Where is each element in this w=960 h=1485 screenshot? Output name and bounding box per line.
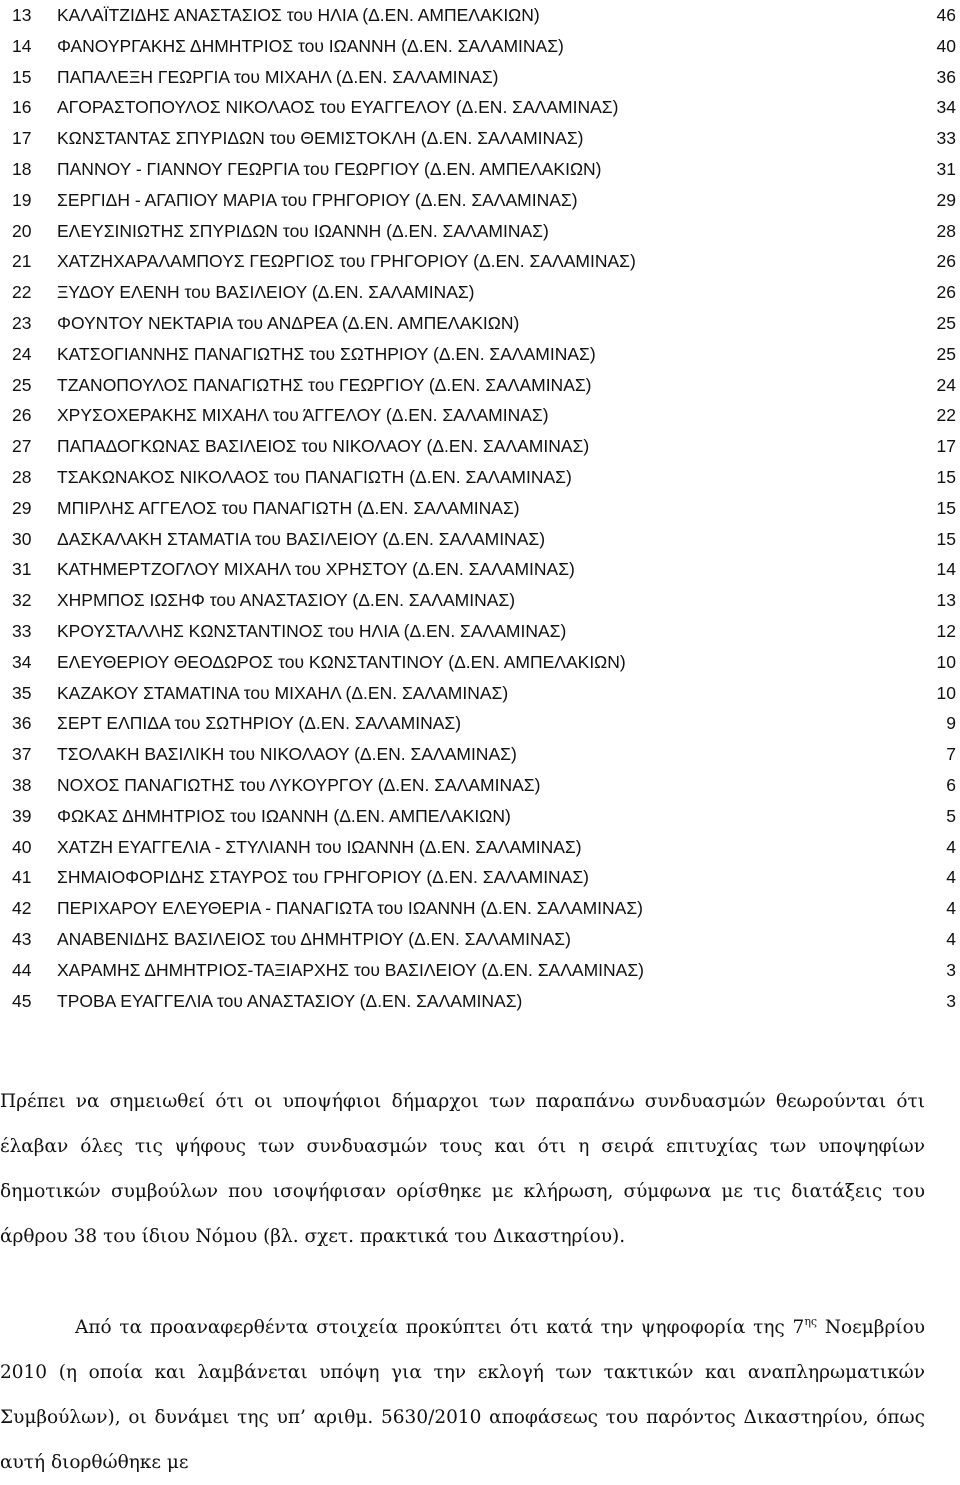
candidate-name: ΞΥΔΟΥ ΕΛΕΝΗ του ΒΑΣΙΛΕΙΟΥ (Δ.ΕΝ. ΣΑΛΑΜΙΝΑΣ) (57, 277, 475, 308)
vote-count: 24 (937, 370, 956, 401)
row-number: 21 (12, 246, 31, 277)
candidate-name: ΜΠΙΡΛΗΣ ΑΓΓΕΛΟΣ του ΠΑΝΑΓΙΩΤΗ (Δ.ΕΝ. ΣΑΛΑΜΙΝΑΣ) (57, 493, 520, 524)
table-row (0, 123, 960, 154)
vote-count: 5 (946, 801, 956, 832)
table-row (0, 31, 960, 62)
table-row (0, 62, 960, 93)
row-number: 42 (12, 893, 31, 924)
table-row (0, 370, 960, 401)
vote-count: 29 (937, 185, 956, 216)
row-number: 19 (12, 185, 31, 216)
candidate-name: ΔΑΣΚΑΛΑΚΗ ΣΤΑΜΑΤΙΑ του ΒΑΣΙΛΕΙΟΥ (Δ.ΕΝ. ΣΑΛΑΜΙΝΑΣ) (57, 524, 545, 555)
row-number: 20 (12, 216, 31, 247)
vote-count: 28 (937, 216, 956, 247)
paragraph-part: Από τα προαναφερθέντα στοιχεία προκύπτει ότι κατά την ψηφοφορία της 7 (75, 1317, 804, 1338)
vote-count: 22 (937, 400, 956, 431)
vote-count: 3 (946, 986, 956, 1017)
table-row (0, 986, 960, 1017)
row-number: 25 (12, 370, 31, 401)
vote-count: 46 (937, 0, 956, 31)
candidate-name: ΦΑΝΟΥΡΓΑΚΗΣ ΔΗΜΗΤΡΙΟΣ του ΙΩΑΝΝΗ (Δ.ΕΝ. ΣΑΛΑΜΙΝΑΣ) (57, 31, 564, 62)
table-row (0, 339, 960, 370)
table-row (0, 832, 960, 863)
vote-count: 25 (937, 339, 956, 370)
table-row (0, 0, 960, 31)
row-number: 35 (12, 678, 31, 709)
row-number: 29 (12, 493, 31, 524)
table-row (0, 924, 960, 955)
vote-count: 4 (946, 832, 956, 863)
row-number: 38 (12, 770, 31, 801)
vote-count: 34 (937, 92, 956, 123)
paragraph-part: Νοεμβρίου 2010 (η οποία και λαμβάνεται υπόψη για την εκλογή των τακτικών και αναπληρωματικών Συμβούλων), οι δυνάμει της υπ’ αριθμ. 5630/2010 αποφάσεως του παρόντος Δικαστηρίου, όπως αυτή διορθώθηκε με (0, 1317, 925, 1474)
candidate-name: ΑΝΑΒΕΝΙΔΗΣ ΒΑΣΙΛΕΙΟΣ του ΔΗΜΗΤΡΙΟΥ (Δ.ΕΝ. ΣΑΛΑΜΙΝΑΣ) (57, 924, 571, 955)
table-row (0, 554, 960, 585)
vote-count: 4 (946, 862, 956, 893)
row-number: 22 (12, 277, 31, 308)
vote-count: 12 (937, 616, 956, 647)
vote-count: 40 (937, 31, 956, 62)
vote-count: 25 (937, 308, 956, 339)
table-row (0, 893, 960, 924)
vote-count: 4 (946, 893, 956, 924)
row-number: 23 (12, 308, 31, 339)
candidate-name: ΧΑΡΑΜΗΣ ΔΗΜΗΤΡΙΟΣ-ΤΑΞΙΑΡΧΗΣ του ΒΑΣΙΛΕΙΟΥ (Δ.ΕΝ. ΣΑΛΑΜΙΝΑΣ) (57, 955, 644, 986)
candidate-name: ΠΑΝΝΟΥ - ΓΙΑΝΝΟΥ ΓΕΩΡΓΙΑ του ΓΕΩΡΓΙΟΥ (Δ.ΕΝ. ΑΜΠΕΛΑΚΙΩΝ) (57, 154, 602, 185)
row-number: 27 (12, 431, 31, 462)
candidate-name: ΝΟΧΟΣ ΠΑΝΑΓΙΩΤΗΣ του ΛΥΚΟΥΡΓΟΥ (Δ.ΕΝ. ΣΑΛΑΜΙΝΑΣ) (57, 770, 540, 801)
row-number: 17 (12, 123, 31, 154)
candidate-name: ΕΛΕΥΘΕΡΙΟΥ ΘΕΟΔΩΡΟΣ του ΚΩΝΣΤΑΝΤΙΝΟΥ (Δ.ΕΝ. ΑΜΠΕΛΑΚΙΩΝ) (57, 647, 626, 678)
row-number: 15 (12, 62, 31, 93)
table-row (0, 708, 960, 739)
row-number: 32 (12, 585, 31, 616)
table-row (0, 862, 960, 893)
table-row (0, 92, 960, 123)
paragraph-vote-date (0, 1305, 925, 1485)
vote-count: 9 (946, 708, 956, 739)
candidate-name: ΕΛΕΥΣΙΝΙΩΤΗΣ ΣΠΥΡΙΔΩΝ του ΙΩΑΝΝΗ (Δ.ΕΝ. ΣΑΛΑΜΙΝΑΣ) (57, 216, 549, 247)
vote-count: 13 (937, 585, 956, 616)
paragraph-tie-note: Πρέπει να σημειωθεί ότι οι υποψήφιοι δήμαρχοι των παραπάνω συνδυασμών θεωρούνται ότι έλαβαν όλες τις ψήφους των συνδυασμών τους και ότι η σειρά επιτυχίας των υποψηφίων δημοτικών συμβούλων που ισοψήφισαν ορίσθηκε με κλήρωση, σύμφωνα με τις διατάξεις του άρθρου 38 του ίδιου Νόμου (βλ. σχετ. πρακτικά του Δικαστηρίου). (0, 1079, 925, 1260)
candidate-name: ΠΑΠΑΛΕΞΗ ΓΕΩΡΓΙΑ του ΜΙΧΑΗΛ (Δ.ΕΝ. ΣΑΛΑΜΙΝΑΣ) (57, 62, 499, 93)
table-row (0, 308, 960, 339)
table-row (0, 216, 960, 247)
table-row (0, 462, 960, 493)
vote-count: 15 (937, 524, 956, 555)
vote-count: 36 (937, 62, 956, 93)
superscript-ordinal: ης (804, 1315, 817, 1328)
table-row (0, 154, 960, 185)
row-number: 44 (12, 955, 31, 986)
table-row (0, 585, 960, 616)
vote-count: 33 (937, 123, 956, 154)
candidate-name: ΚΑΤΣΟΓΙΑΝΝΗΣ ΠΑΝΑΓΙΩΤΗΣ του ΣΩΤΗΡΙΟΥ (Δ.ΕΝ. ΣΑΛΑΜΙΝΑΣ) (57, 339, 596, 370)
candidate-name: ΧΑΤΖΗ ΕΥΑΓΓΕΛΙΑ - ΣΤΥΛΙΑΝΗ του ΙΩΑΝΝΗ (Δ.ΕΝ. ΣΑΛΑΜΙΝΑΣ) (57, 832, 582, 863)
vote-count: 7 (946, 739, 956, 770)
row-number: 16 (12, 92, 31, 123)
row-number: 45 (12, 986, 31, 1017)
table-row (0, 277, 960, 308)
vote-count: 4 (946, 924, 956, 955)
vote-count: 14 (937, 554, 956, 585)
candidate-name: ΣΕΡΤ ΕΛΠΙΔΑ του ΣΩΤΗΡΙΟΥ (Δ.ΕΝ. ΣΑΛΑΜΙΝΑΣ) (57, 708, 461, 739)
table-row (0, 246, 960, 277)
table-row (0, 678, 960, 709)
row-number: 39 (12, 801, 31, 832)
vote-count: 3 (946, 955, 956, 986)
candidate-name: ΧΗΡΜΠΟΣ ΙΩΣΗΦ του ΑΝΑΣΤΑΣΙΟΥ (Δ.ΕΝ. ΣΑΛΑΜΙΝΑΣ) (57, 585, 515, 616)
table-row (0, 524, 960, 555)
candidate-name: ΣΕΡΓΙΔΗ - ΑΓΑΠΙΟΥ ΜΑΡΙΑ του ΓΡΗΓΟΡΙΟΥ (Δ.ΕΝ. ΣΑΛΑΜΙΝΑΣ) (57, 185, 578, 216)
candidate-name: ΚΡΟΥΣΤΑΛΛΗΣ ΚΩΝΣΤΑΝΤΙΝΟΣ του ΗΛΙΑ (Δ.ΕΝ. ΣΑΛΑΜΙΝΑΣ) (57, 616, 566, 647)
candidate-name: ΠΕΡΙΧΑΡΟΥ ΕΛΕΥΘΕΡΙΑ - ΠΑΝΑΓΙΩΤΑ του ΙΩΑΝΝΗ (Δ.ΕΝ. ΣΑΛΑΜΙΝΑΣ) (57, 893, 643, 924)
row-number: 43 (12, 924, 31, 955)
table-row (0, 770, 960, 801)
row-number: 30 (12, 524, 31, 555)
table-row (0, 739, 960, 770)
vote-count: 17 (937, 431, 956, 462)
row-number: 31 (12, 554, 31, 585)
row-number: 14 (12, 31, 31, 62)
table-row (0, 647, 960, 678)
row-number: 40 (12, 832, 31, 863)
table-row (0, 801, 960, 832)
vote-count: 15 (937, 462, 956, 493)
candidate-name: ΧΑΤΖΗΧΑΡΑΛΑΜΠΟΥΣ ΓΕΩΡΓΙΟΣ του ΓΡΗΓΟΡΙΟΥ (Δ.ΕΝ. ΣΑΛΑΜΙΝΑΣ) (57, 246, 636, 277)
candidate-name: ΣΗΜΑΙΟΦΟΡΙΔΗΣ ΣΤΑΥΡΟΣ του ΓΡΗΓΟΡΙΟΥ (Δ.ΕΝ. ΣΑΛΑΜΙΝΑΣ) (57, 862, 589, 893)
candidate-name: ΤΣΑΚΩΝΑΚΟΣ ΝΙΚΟΛΑΟΣ του ΠΑΝΑΓΙΩΤΗ (Δ.ΕΝ. ΣΑΛΑΜΙΝΑΣ) (57, 462, 572, 493)
row-number: 41 (12, 862, 31, 893)
row-number: 36 (12, 708, 31, 739)
vote-count: 15 (937, 493, 956, 524)
row-number: 13 (12, 0, 31, 31)
candidate-name: ΦΩΚΑΣ ΔΗΜΗΤΡΙΟΣ του ΙΩΑΝΝΗ (Δ.ΕΝ. ΑΜΠΕΛΑΚΙΩΝ) (57, 801, 511, 832)
table-row (0, 400, 960, 431)
candidate-name: ΤΣΟΛΑΚΗ ΒΑΣΙΛΙΚΗ του ΝΙΚΟΛΑΟΥ (Δ.ΕΝ. ΣΑΛΑΜΙΝΑΣ) (57, 739, 517, 770)
row-number: 28 (12, 462, 31, 493)
table-row (0, 431, 960, 462)
table-row (0, 955, 960, 986)
candidate-name: ΑΓΟΡΑΣΤΟΠΟΥΛΟΣ ΝΙΚΟΛΑΟΣ του ΕΥΑΓΓΕΛΟΥ (Δ.ΕΝ. ΣΑΛΑΜΙΝΑΣ) (57, 92, 618, 123)
table-row (0, 493, 960, 524)
row-number: 34 (12, 647, 31, 678)
candidate-name: ΤΡΟΒΑ ΕΥΑΓΓΕΛΙΑ του ΑΝΑΣΤΑΣΙΟΥ (Δ.ΕΝ. ΣΑΛΑΜΙΝΑΣ) (57, 986, 522, 1017)
row-number: 26 (12, 400, 31, 431)
vote-count: 31 (937, 154, 956, 185)
candidate-name: ΚΑΤΗΜΕΡΤΖΟΓΛΟΥ ΜΙΧΑΗΛ του ΧΡΗΣΤΟΥ (Δ.ΕΝ. ΣΑΛΑΜΙΝΑΣ) (57, 554, 575, 585)
candidate-name: ΤΖΑΝΟΠΟΥΛΟΣ ΠΑΝΑΓΙΩΤΗΣ του ΓΕΩΡΓΙΟΥ (Δ.ΕΝ. ΣΑΛΑΜΙΝΑΣ) (57, 370, 592, 401)
candidate-name: ΦΟΥΝΤΟΥ ΝΕΚΤΑΡΙΑ του ΑΝΔΡΕΑ (Δ.ΕΝ. ΑΜΠΕΛΑΚΙΩΝ) (57, 308, 519, 339)
vote-count: 26 (937, 246, 956, 277)
row-number: 33 (12, 616, 31, 647)
candidate-name: ΠΑΠΑΔΟΓΚΩΝΑΣ ΒΑΣΙΛΕΙΟΣ του ΝΙΚΟΛΑΟΥ (Δ.ΕΝ. ΣΑΛΑΜΙΝΑΣ) (57, 431, 589, 462)
table-row (0, 185, 960, 216)
vote-count: 10 (937, 647, 956, 678)
row-number: 37 (12, 739, 31, 770)
vote-count: 26 (937, 277, 956, 308)
candidate-name: ΧΡΥΣΟΧΕΡΑΚΗΣ ΜΙΧΑΗΛ του ΆΓΓΕΛΟΥ (Δ.ΕΝ. ΣΑΛΑΜΙΝΑΣ) (57, 400, 549, 431)
candidate-name: ΚΩΝΣΤΑΝΤΑΣ ΣΠΥΡΙΔΩΝ του ΘΕΜΙΣΤΟΚΛΗ (Δ.ΕΝ. ΣΑΛΑΜΙΝΑΣ) (57, 123, 583, 154)
vote-count: 6 (946, 770, 956, 801)
candidate-name: ΚΑΖΑΚΟΥ ΣΤΑΜΑΤΙΝΑ του ΜΙΧΑΗΛ (Δ.ΕΝ. ΣΑΛΑΜΙΝΑΣ) (57, 678, 508, 709)
vote-count: 10 (937, 678, 956, 709)
row-number: 24 (12, 339, 31, 370)
table-row (0, 616, 960, 647)
candidate-name: ΚΑΛΑΪΤΖΙΔΗΣ ΑΝΑΣΤΑΣΙΟΣ του ΗΛΙΑ (Δ.ΕΝ. ΑΜΠΕΛΑΚΙΩΝ) (57, 0, 540, 31)
row-number: 18 (12, 154, 31, 185)
